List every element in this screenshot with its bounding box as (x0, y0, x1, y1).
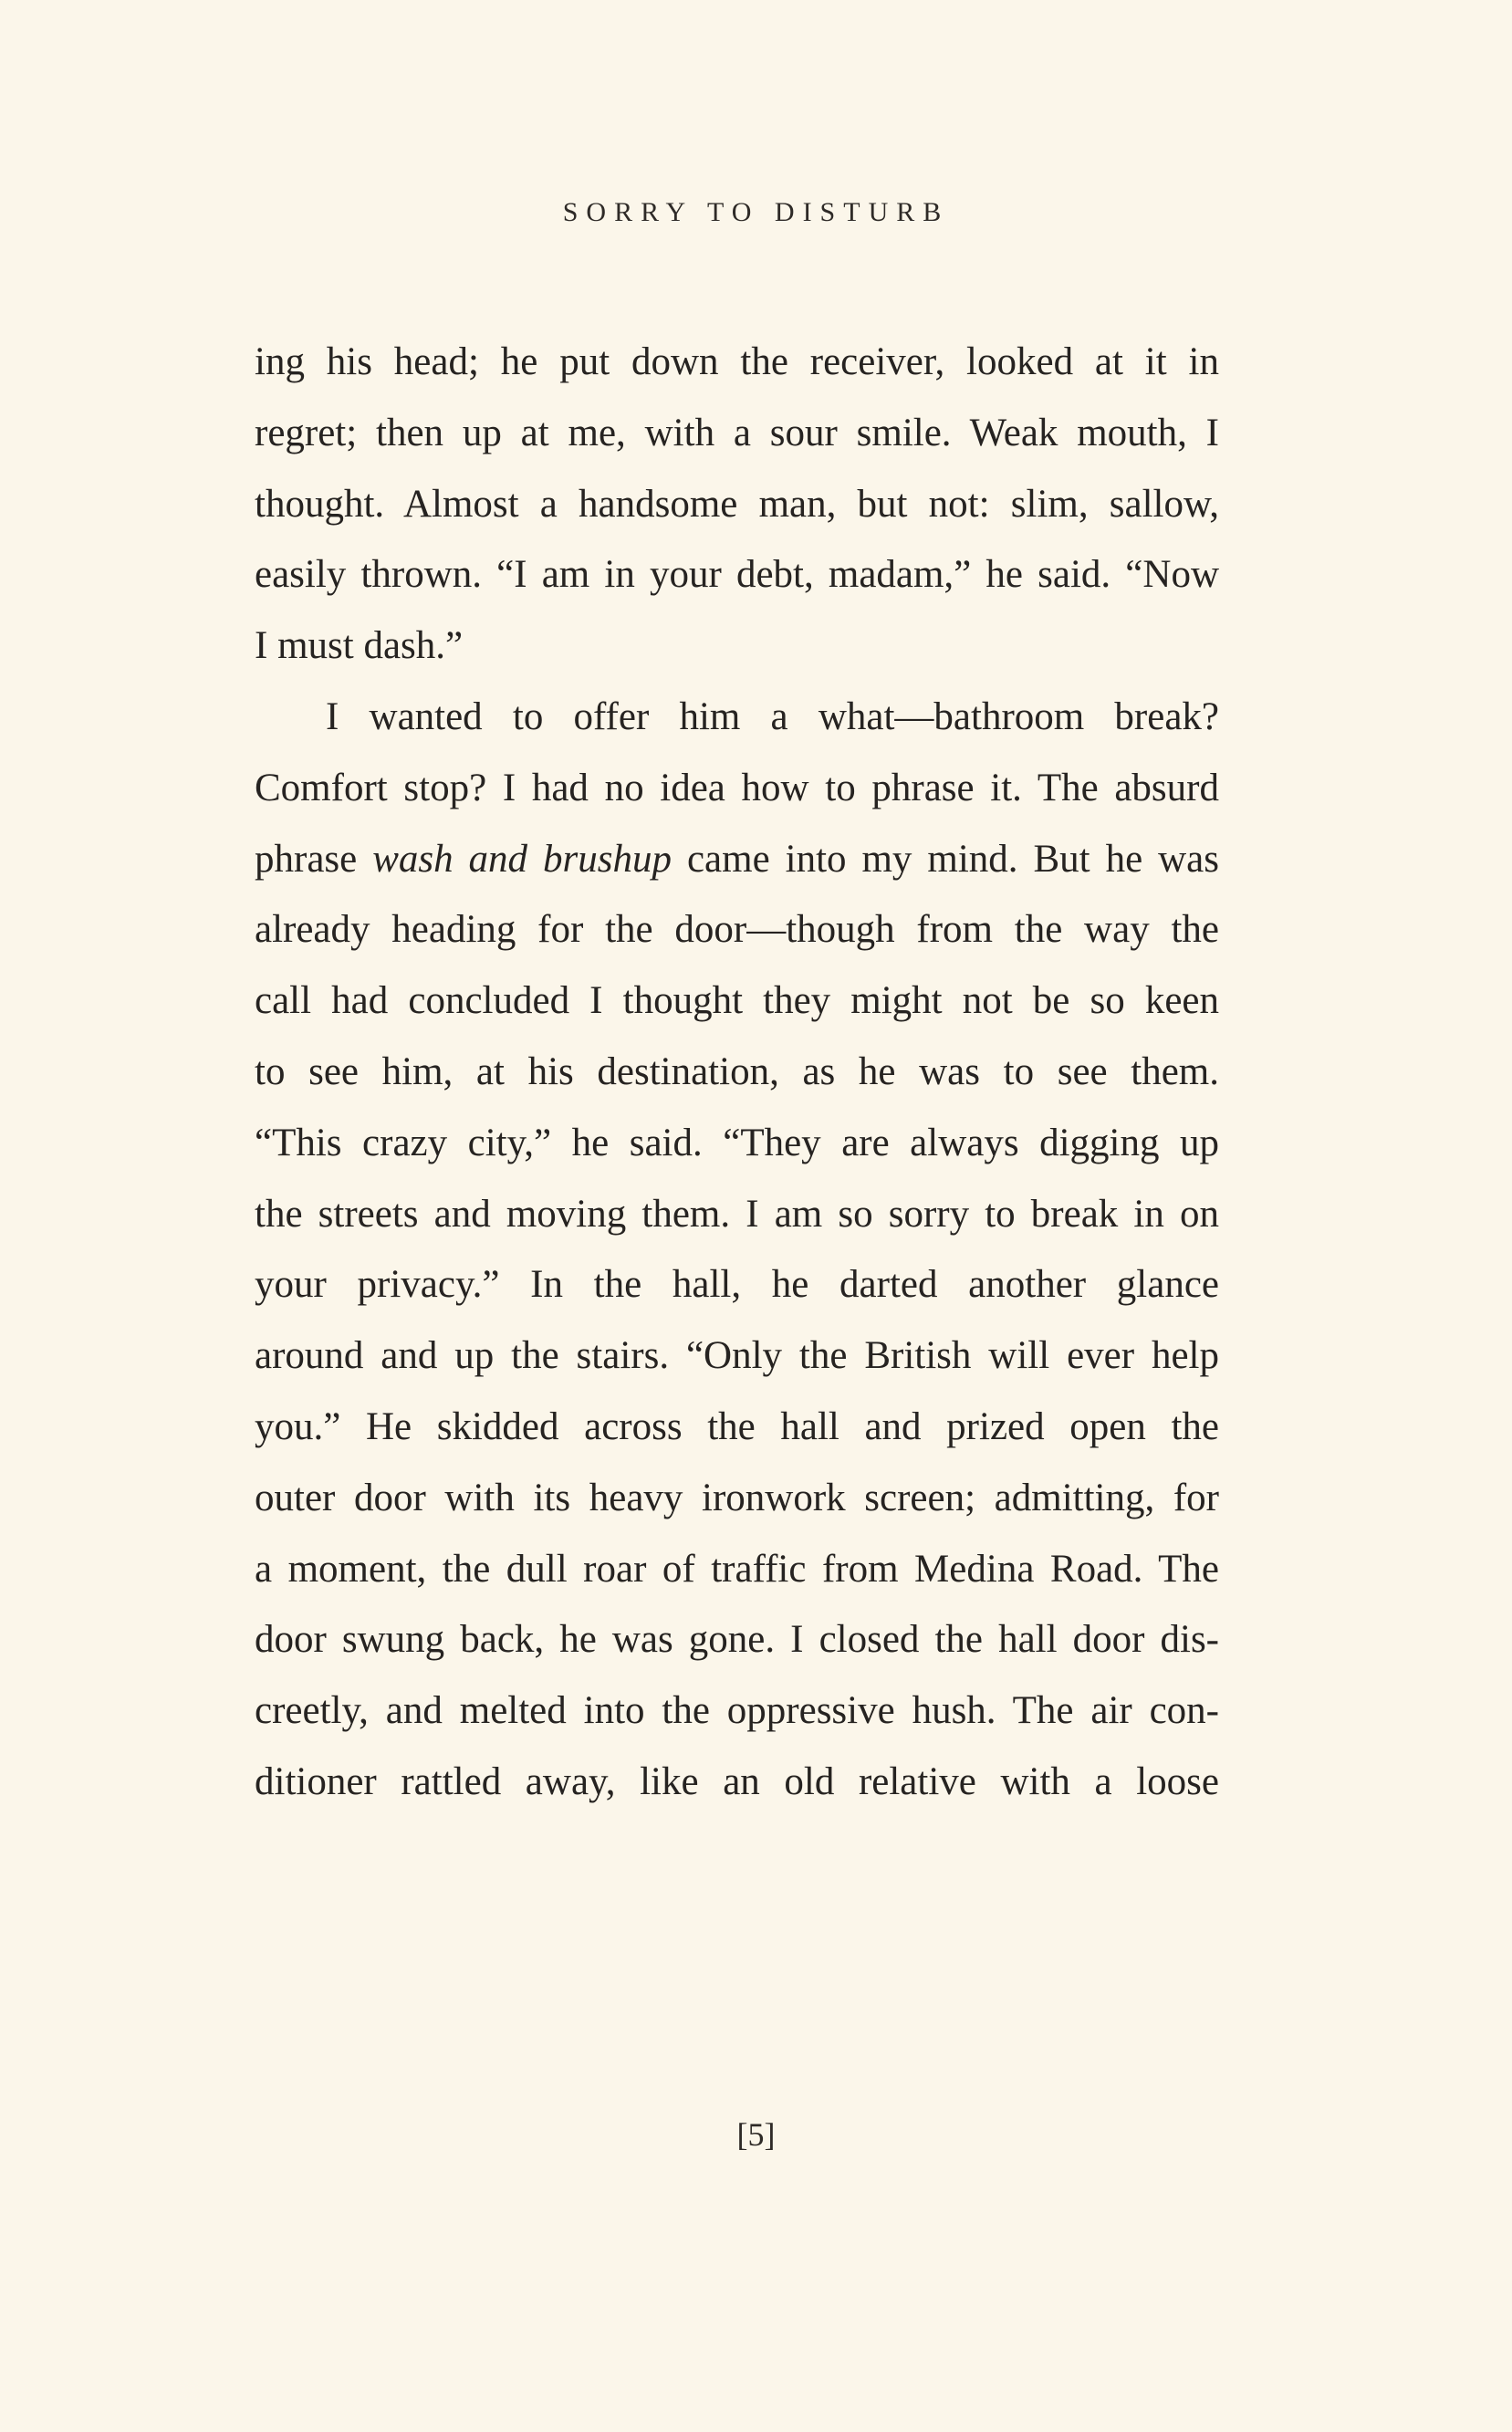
text-line: around and up the stairs. “Only the British will ever help (255, 1334, 1219, 1378)
text-line-indented: I wanted to offer him a what—bathroom break? (326, 694, 1219, 738)
text-line-with-italic (255, 824, 1219, 895)
text-line: the streets and moving them. I am so sorry to break in on (255, 1192, 1219, 1236)
text-segment: came into my mind. But he was (672, 837, 1219, 881)
body-text (255, 327, 1219, 1818)
text-line: to see him, at his destination, as he was to see them. (255, 1049, 1219, 1093)
text-line: door swung back, he was gone. I closed the hall door dis- (255, 1618, 1219, 1662)
running-head: SORRY TO DISTURB (562, 197, 950, 227)
text-line: I must dash.” (255, 624, 464, 668)
page-number: [5] (736, 2116, 776, 2153)
text-line: ing his head; he put down the receiver, looked at it in (255, 340, 1219, 383)
text-line: Comfort stop? I had no idea how to phrase it. The absurd (255, 766, 1219, 809)
text-segment: phrase (255, 837, 373, 881)
text-line: creetly, and melted into the oppressive hush. The air con- (255, 1689, 1219, 1733)
text-line: thought. Almost a handsome man, but not: slim, sallow, (255, 482, 1219, 526)
text-line: “This crazy city,” he said. “They are always digging up (255, 1121, 1219, 1164)
text-line: call had concluded I thought they might not be so keen (255, 979, 1219, 1023)
text-line: ditioner rattled away, like an old relative with a loose (255, 1759, 1219, 1803)
text-line: easily thrown. “I am in your debt, madam,” he said. “Now (255, 553, 1219, 597)
text-line: your privacy.” In the hall, he darted another glance (255, 1263, 1219, 1307)
text-line: regret; then up at me, with a sour smile. Weak mouth, I (255, 411, 1219, 454)
text-line: outer door with its heavy ironwork screen; admitting, for (255, 1476, 1219, 1519)
text-line: you.” He skidded across the hall and prized open the (255, 1404, 1219, 1448)
text-line: a moment, the dull roar of traffic from Medina Road. The (255, 1547, 1219, 1591)
text-line: already heading for the door—though from the way the (255, 908, 1219, 952)
italic-phrase: wash and brushup (372, 837, 672, 881)
